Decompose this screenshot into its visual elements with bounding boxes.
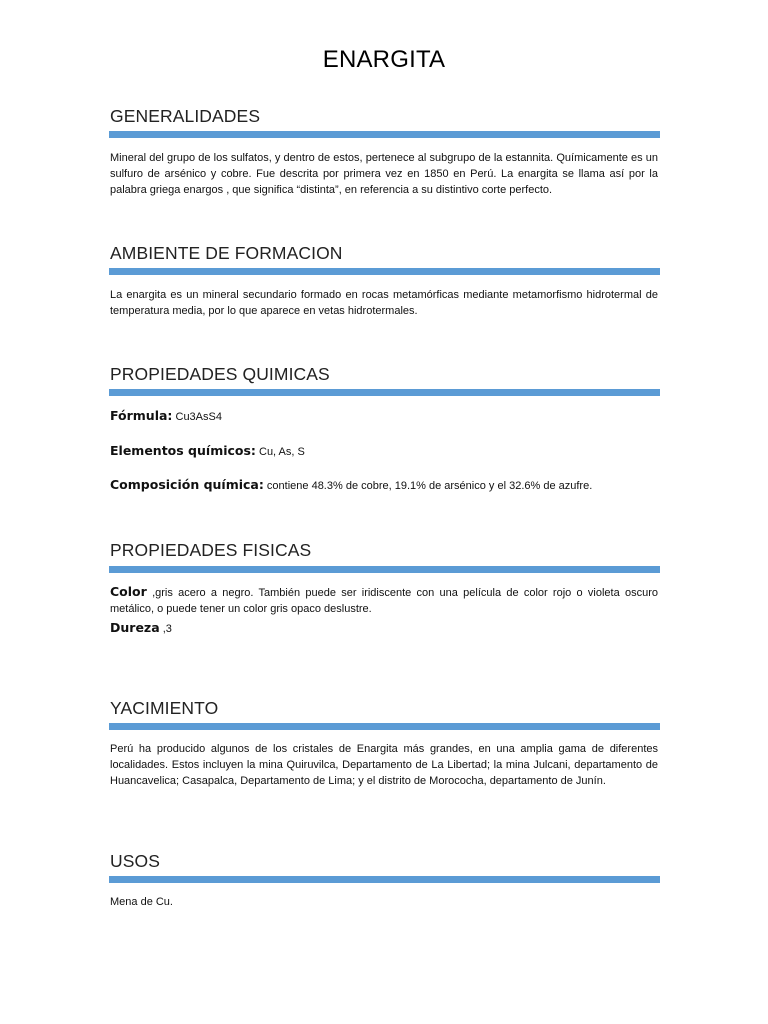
section-divider-bar	[109, 131, 660, 138]
composicion-label: Composición química:	[110, 477, 264, 492]
section-divider-bar	[109, 268, 660, 275]
dureza-row	[110, 620, 658, 637]
document-title: ENARGITA	[322, 46, 446, 73]
section-heading-fisicas: PROPIEDADES FISICAS	[110, 540, 312, 560]
section-divider-bar	[109, 876, 660, 883]
elementos-label: Elementos químicos:	[110, 443, 256, 458]
section-heading-usos: USOS	[110, 851, 160, 871]
formula-label: Fórmula:	[110, 408, 173, 423]
section-heading-generalidades: GENERALIDADES	[110, 106, 261, 126]
section-heading-yacimiento: YACIMIENTO	[110, 698, 219, 718]
paragraph-generalidades: Mineral del grupo de los sulfatos, y dentro de estos, pertenece al subgrupo de la estannita. Químicamente es un sulfuro de arsénico y cobre. Fue descrita por primera vez en 1850 en Perú. La enargita se llama así por la palabra griega enargos , que significa “distinta”, en referencia a su distintivo corte perfecto.	[110, 152, 658, 196]
composicion-value: contiene 48.3% de cobre, 19.1% de arsénico y el 32.6% de azufre.	[263, 480, 593, 492]
section-divider-bar	[109, 723, 660, 730]
color-row	[110, 584, 658, 617]
section-divider-bar	[109, 389, 660, 396]
section-divider-bar	[109, 566, 660, 573]
color-label: Color	[110, 584, 147, 599]
section-heading-ambiente: AMBIENTE DE FORMACION	[110, 243, 343, 263]
formula-row	[110, 408, 658, 425]
dureza-label: Dureza	[110, 620, 160, 635]
elementos-row	[110, 443, 658, 460]
composicion-row	[110, 477, 658, 494]
elementos-value: Cu, As, S	[255, 446, 305, 458]
section-heading-quimicas: PROPIEDADES QUIMICAS	[110, 364, 330, 384]
dureza-value: ,3	[159, 623, 172, 635]
paragraph-ambiente: La enargita es un mineral secundario formado en rocas metamórficas mediante metamorfismo hidrotermal de temperatura media, por lo que aparece en vetas hidrotermales.	[110, 289, 658, 317]
color-value: ,gris acero a negro. También puede ser iridiscente con una película de color rojo o violeta oscuro metálico, o puede tener un color gris opaco deslustre.	[110, 587, 658, 615]
formula-value: Cu3AsS4	[172, 411, 222, 423]
paragraph-yacimiento: Perú ha producido algunos de los cristales de Enargita más grandes, en una amplia gama de diferentes localidades. Estos incluyen la mina Quiruvilca, Departamento de La Libertad; la mina Julcani, departamento de Huancavelica; Casapalca, Departamento de Lima; y el distrito de Morococha, departamento de Junín.	[110, 743, 658, 787]
paragraph-usos: Mena de Cu.	[110, 896, 173, 908]
